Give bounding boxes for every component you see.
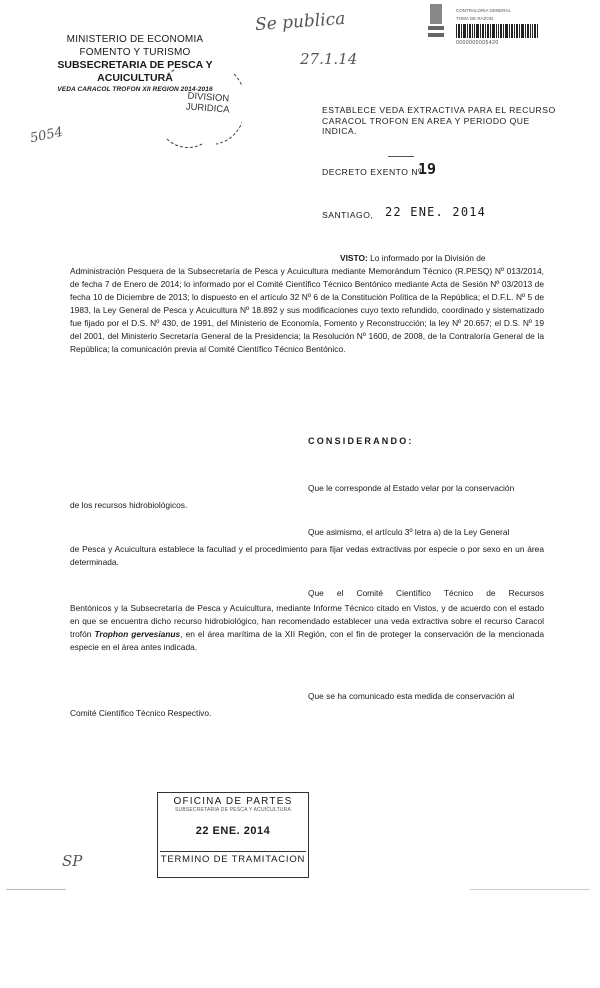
oficina-title: OFICINA DE PARTES (173, 796, 293, 807)
title-line-1: ESTABLECE VEDA EXTRACTIVA PARA EL RECURSO (322, 105, 556, 115)
oficina-date: 22 ENE. 2014 (195, 825, 271, 837)
handwritten-margin-number: 5054 (28, 124, 65, 147)
header-veda: VEDA CARACOL TROFON XII REGION 2014-2016 (57, 86, 213, 93)
considerando-p4 (70, 690, 544, 720)
p3-rest-b: , en el área marítima de la XII Región, con el fin de proteger la conservación de la mencionada especie en el área antes indicada. (70, 629, 545, 652)
bottom-rule-left (6, 889, 66, 890)
visto-text: Administración Pesquera de la Subsecretaría de Pesca y Acuicultura mediante Memorándum Técnico (R.PESQ) Nº 013/2014, de fecha 7 de Enero de 2014; lo informado por el Comité Científico Técnico Bentónico mediante Acta de Sesión Nº 03/2013 de fecha 10 de Diciembre de 2013; lo dispuesto en el artículo 32 Nº 6 de la Constitución Política de la República; el D.F.L. Nº 5 de 1983, la Ley General de Pesca y Acuicultura Nº 18.892 y sus modificaciones cuyo texto refundido, coordinado y sistematizado fue fijado por el D.S. Nº 430, de 1991, del Ministerio de Economía, Fomento y Reconstrucción; la ley Nº 20.657; el D.S. Nº 19 del 2001, del Ministerio Secretaría General de la Presidencia; la Resolución Nº 1600, de 2008, de la Contraloría General de la República; la comunicación previa al Comité Científico Técnico Bentónico. (70, 266, 544, 354)
oficina-partes-stamp (157, 792, 309, 878)
handwritten-date: 27.1.14 (300, 50, 358, 68)
p3-rest-a: Bentónicos y la Subsecretaría de Pesca y Acuicultura, mediante Informe Técnico citado en Vistos, y de acuerdo con el estado en que se encuentra dicho recurso hidrobiológico, han recomendado establecer una veda extractiva sobre el recurso Caracol trofón (70, 603, 544, 639)
barcode-number: 0000000005420 (456, 40, 499, 46)
decree-label: DECRETO EXENTO Nº (322, 167, 422, 177)
p1-rest: de los recursos hidrobiológicos. (70, 500, 188, 510)
header-fomento: FOMENTO Y TURISMO (79, 46, 191, 58)
toma-razon-label: TOMA DE RAZON (456, 16, 494, 21)
decree-title (322, 105, 562, 136)
p2-rest: de Pesca y Acuicultura establece la facultad y el procedimiento para fijar vedas extractivas por especie o por sexo en un área determinada. (70, 544, 544, 567)
p3-first-line: Que el Comité Científico Técnico de Recursos (308, 588, 544, 598)
stamp-juridica: JURIDICA (185, 101, 230, 116)
visto-label: VISTO: (340, 253, 368, 263)
considerando-p2 (70, 526, 544, 569)
title-line-2: CARACOL TROFON EN AREA Y PERIODO QUE INDICA. (322, 116, 530, 136)
handwritten-publica: Se publica (254, 8, 346, 36)
p4-rest: Comité Científico Técnico Respectivo. (70, 708, 212, 718)
header-subsecretaria: SUBSECRETARIA DE PESCA Y ACUICULTURA (57, 59, 213, 84)
header-ministry: MINISTERIO DE ECONOMIA (66, 34, 204, 45)
p1-first-line: Que le corresponde al Estado velar por la conservación (308, 483, 515, 493)
p3-species: Trophon gervesianus (94, 629, 181, 639)
considerando-p1 (70, 482, 544, 512)
contraloria-seal-icon (426, 2, 446, 42)
stamp-division: DIVISION (187, 90, 230, 105)
barcode (456, 24, 539, 38)
division-juridica-stamp (182, 90, 233, 115)
handwritten-initials: SP (62, 852, 83, 870)
visto-section (70, 252, 544, 356)
considerando-heading: CONSIDERANDO: (308, 436, 414, 446)
p4-first-line: Que se ha comunicado esta medida de conservación al (308, 691, 515, 701)
bottom-rule-right (470, 889, 590, 890)
decree-city: SANTIAGO, (322, 210, 374, 220)
oficina-subtitle: SUBSECRETARIA DE PESCA Y ACUICULTURA (174, 807, 292, 813)
p2-first-line: Que asimismo, el artículo 3º letra a) de la Ley General (308, 527, 510, 537)
decree-date: 22 ENE. 2014 (385, 205, 487, 219)
visto-first-line: Lo informado por la División de (370, 253, 486, 263)
decree-number: 19 (418, 160, 437, 178)
decree-number-line (388, 156, 414, 157)
contraloria-label: CONTRALORIA GENERAL (456, 8, 512, 13)
top-right-stamp (416, 2, 566, 50)
oficina-footer: TERMINO DE TRAMITACION (160, 854, 306, 865)
considerando-p3 (70, 587, 544, 654)
